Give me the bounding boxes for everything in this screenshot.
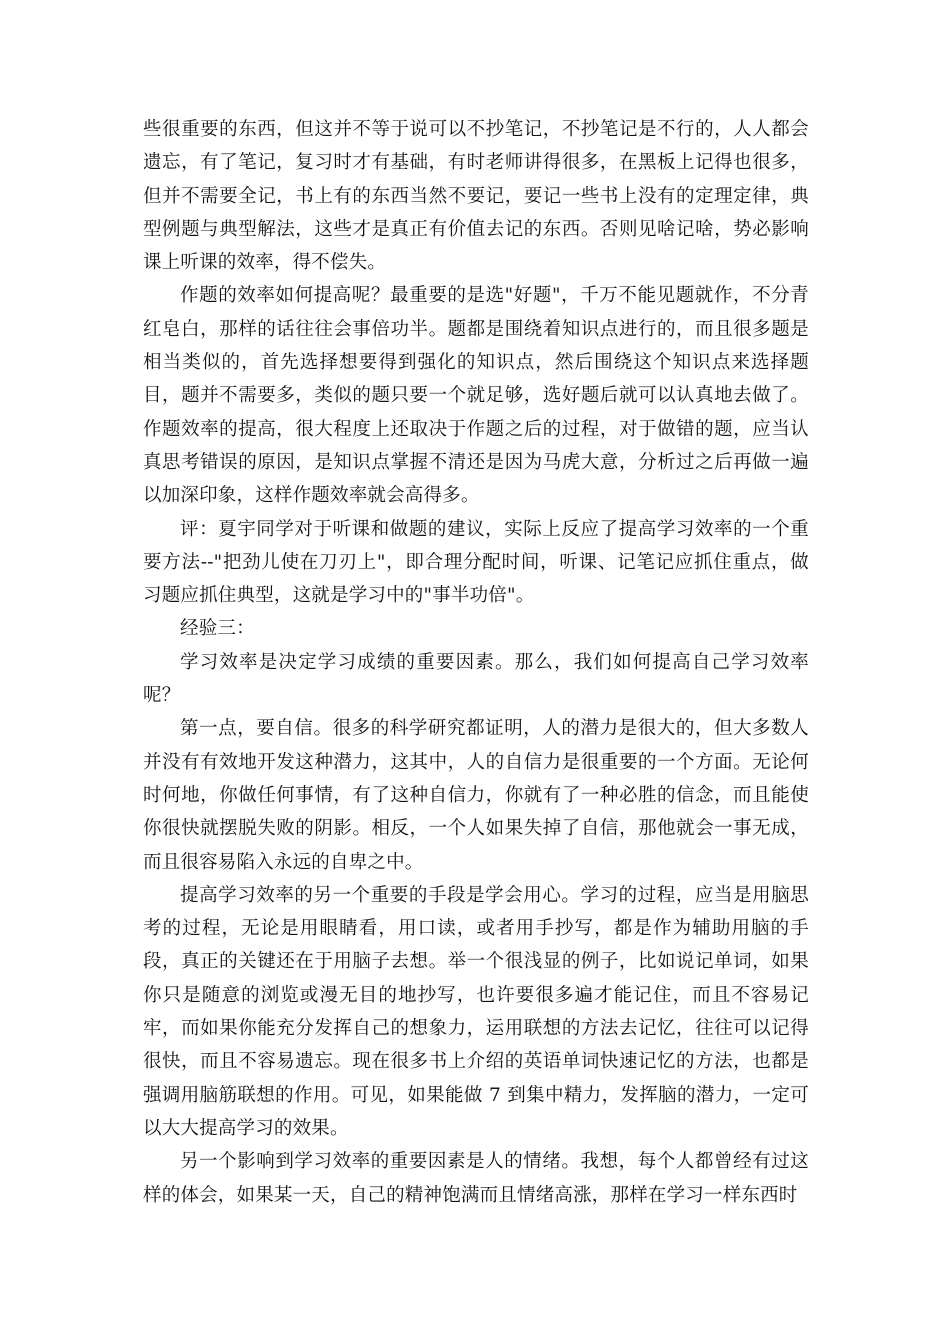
paragraph-continuation: 些很重要的东西，但这并不等于说可以不抄笔记，不抄笔记是不行的，人人都会遗忘，有了笔记，复习时才有基础，有时老师讲得很多，在黑板上记得也很多，但并不需要全记，书上有的东西当然不要记，要记一些书上没有的定理定律，典型例题与典型解法，这些才是真正有价值去记的东西。否则见啥记啥，势必影响课上听课的效率，得不偿失。 xyxy=(143,119,809,274)
document-body xyxy=(143,113,809,1212)
paragraph-commentary: 评：夏宇同学对于听课和做题的建议，实际上反应了提高学习效率的一个重要方法--"把劲儿使在刀刃上"，即合理分配时间，听课、记笔记应抓住重点，做习题应抓住典型，这就是学习中的"事半功倍"。 xyxy=(143,518,809,607)
paragraph-exercise-efficiency: 作题的效率如何提高呢？最重要的是选"好题"，千万不能见题就作，不分青红皂白，那样的话往往会事倍功半。题都是围绕着知识点进行的，而且很多题是相当类似的，首先选择想要得到强化的知识点，然后围绕这个知识点来选择题目，题并不需要多，类似的题只要一个就足够，选好题后就可以认真地去做了。作题效率的提高，很大程度上还取决于作题之后的过程，对于做错的题，应当认真思考错误的原因，是知识点掌握不清还是因为马虎大意，分析过之后再做一遍以加深印象，这样作题效率就会高得多。 xyxy=(143,285,809,507)
paragraph-emotion: 另一个影响到学习效率的重要因素是人的情绪。我想，每个人都曾经有过这样的体会，如果某一天，自己的精神饱满而且情绪高涨，那样在学习一样东西时 xyxy=(143,1151,809,1206)
paragraph-intro: 学习效率是决定学习成绩的重要因素。那么，我们如何提高自己学习效率呢？ xyxy=(143,651,809,707)
paragraph-confidence: 第一点，要自信。很多的科学研究都证明，人的潜力是很大的，但大多数人并没有有效地开发这种潜力，这其中，人的自信力是很重要的一个方面。无论何时何地，你做任何事情，有了这种自信力，你就有了一种必胜的信念，而且能使你很快就摆脱失败的阴影。相反，一个人如果失掉了自信，那他就会一事无成，而且很容易陷入永远的自卑之中。 xyxy=(143,718,809,873)
paragraph-use-mind: 提高学习效率的另一个重要的手段是学会用心。学习的过程，应当是用脑思考的过程，无论是用眼睛看，用口读，或者用手抄写，都是作为辅助用脑的手段，真正的关键还在于用脑子去想。举一个很浅显的例子，比如说记单词，如果你只是随意的浏览或漫无目的地抄写，也许要很多遍才能记住，而且不容易记牢，而如果你能充分发挥自己的想象力，运用联想的方法去记忆，往往可以记得很快，而且不容易遗忘。现在很多书上介绍的英语单词快速记忆的方法，也都是强调用脑筋联想的作用。可见，如果能做 7 到集中精力，发挥脑的潜力，一定可以大大提高学习的效果。 xyxy=(143,884,809,1139)
section-heading-experience-three: 经验三： xyxy=(180,618,255,640)
